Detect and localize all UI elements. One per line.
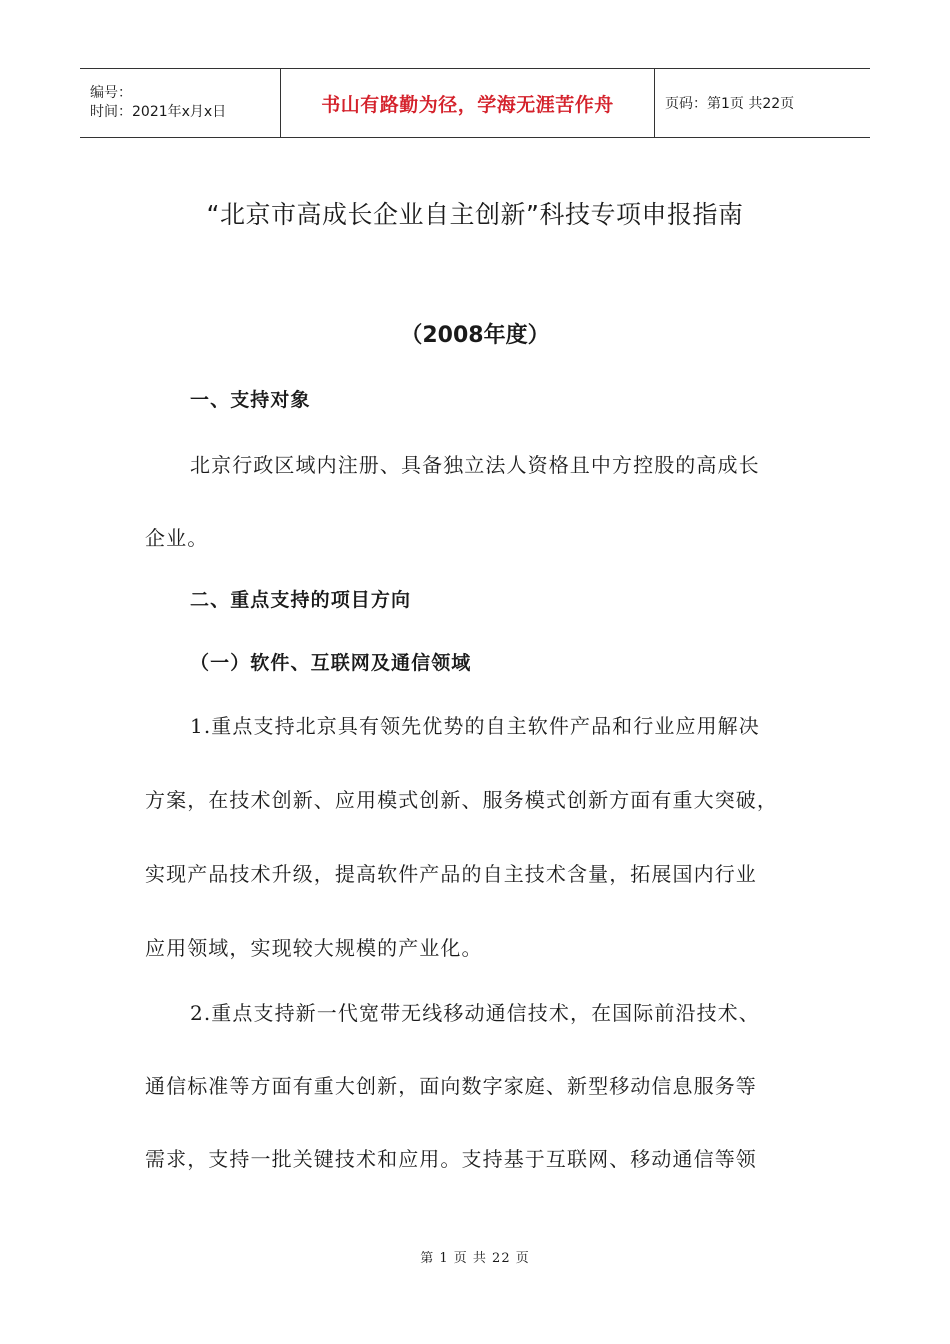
- paragraph-line: 需求，支持一批关键技术和应用。支持基于互联网、移动通信等领: [145, 1147, 757, 1171]
- header-motto: 书山有路勤为径，学海无涯苦作舟: [321, 93, 614, 116]
- document-title: “北京市高成长企业自主创新”科技专项申报指南: [206, 200, 744, 229]
- paragraph-line: 2.重点支持新一代宽带无线移动通信技术，在国际前沿技术、: [190, 1001, 760, 1025]
- document-year: （2008年度）: [400, 323, 550, 348]
- paragraph-line: 1.重点支持北京具有领先优势的自主软件产品和行业应用解决: [190, 714, 760, 738]
- paragraph-line: 通信标准等方面有重大创新，面向数字家庭、新型移动信息服务等: [145, 1074, 757, 1098]
- paragraph-line: 企业。: [145, 526, 209, 550]
- subsection-heading: （一）软件、互联网及通信领域: [190, 652, 472, 674]
- paragraph-line: 实现产品技术升级，提高软件产品的自主技术含量，拓展国内行业: [145, 862, 757, 886]
- header-meta-cell: [80, 69, 281, 137]
- section-2-heading: 二、重点支持的项目方向: [190, 589, 412, 611]
- header-motto-cell: [281, 69, 655, 137]
- paragraph-line: 方案，在技术创新、应用模式创新、服务模式创新方面有重大突破，: [145, 788, 778, 812]
- header-page-info: 页码：第1页 共22页: [665, 96, 795, 112]
- page-footer: 第 1 页 共 22 页: [420, 1251, 530, 1266]
- document-date-label: 时间：2021年x月x日: [90, 104, 227, 120]
- paragraph-line: 北京行政区域内注册、具备独立法人资格且中方控股的高成长: [190, 453, 760, 477]
- paragraph-line: 应用领域，实现较大规模的产业化。: [145, 936, 483, 960]
- section-1-heading: 一、支持对象: [190, 389, 311, 411]
- header-page-cell: [655, 69, 870, 137]
- document-number-label: 编号：: [90, 85, 132, 101]
- document-header-table: [80, 68, 870, 138]
